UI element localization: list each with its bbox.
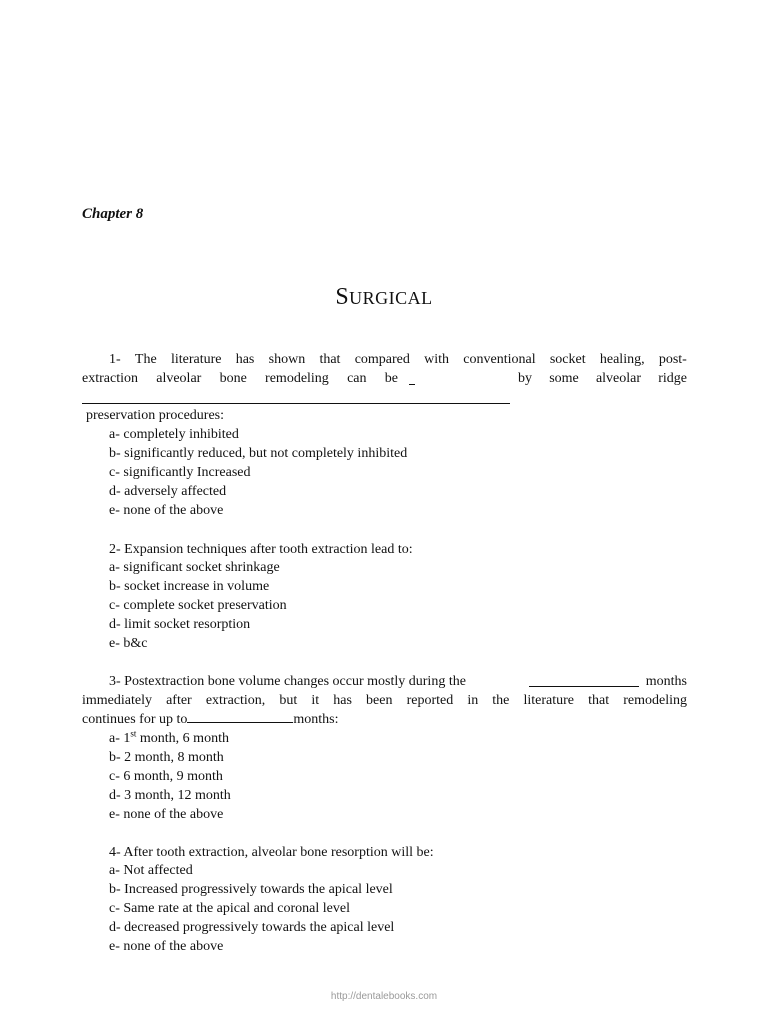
chapter-label: Chapter 8 <box>82 206 144 222</box>
q1-line2-left-word: extraction <box>82 371 138 386</box>
q1-blank-short <box>409 372 415 385</box>
q3-line2-word: the <box>492 693 510 708</box>
q1-line3: preservation procedures: <box>86 408 224 423</box>
q1-line1 <box>82 350 687 369</box>
q1-line2-left <box>82 369 398 388</box>
q1-line2-right-word: some <box>549 371 579 386</box>
q4-option: e- none of the above <box>109 939 224 954</box>
q3-line2-word: reported <box>406 693 454 708</box>
q3-option-a-sup: st <box>130 728 137 739</box>
q3-line2-word: that <box>588 693 610 708</box>
footer-url: http://dentalebooks.com <box>330 991 438 1002</box>
q4-option: d- decreased progressively towards the apical level <box>109 920 395 935</box>
q3-line2-word: after <box>166 693 192 708</box>
q3-line2-word: been <box>366 693 393 708</box>
q2-option: b- socket increase in volume <box>109 579 270 594</box>
q3-line1-text: 3- Postextraction bone volume changes occur mostly during the <box>109 674 466 689</box>
q1-line2-right-word: by <box>518 371 532 386</box>
q4-option: a- Not affected <box>109 863 193 878</box>
q3-line2 <box>82 691 687 710</box>
q2-option: c- complete socket preservation <box>109 598 287 613</box>
q2-option: a- significant socket shrinkage <box>109 560 280 575</box>
q3-blank-2 <box>187 710 293 723</box>
q1-line2-right <box>518 369 687 388</box>
q3-option-a-suffix: month, 6 month <box>136 731 229 746</box>
q1-line1-word: literature <box>170 352 222 367</box>
q3-option: e- none of the above <box>109 807 224 822</box>
q1-line1-word: with <box>424 352 450 367</box>
page-title <box>0 284 768 311</box>
q3-line2-word: literature <box>523 693 575 708</box>
q2-stem: 2- Expansion techniques after tooth extraction lead to: <box>109 542 413 557</box>
q1-line2-left-word: be <box>384 371 398 386</box>
q1-line1-word: compared <box>354 352 410 367</box>
q1-line1-word: The <box>134 352 157 367</box>
q1-option: e- none of the above <box>109 503 224 518</box>
q1-line1-word: socket <box>549 352 586 367</box>
q1-blank-line <box>82 403 510 404</box>
q4-option: b- Increased progressively towards the apical level <box>109 882 393 897</box>
q1-line2-left-word: bone <box>219 371 247 386</box>
q3-line2-word: extraction, <box>205 693 266 708</box>
q1-line2-left-word: remodeling <box>265 371 329 386</box>
q3-line2-word: immediately <box>82 693 152 708</box>
q3-option-a-prefix: a- 1 <box>109 731 131 746</box>
q1-line2-right-word: ridge <box>658 371 687 386</box>
title-rest: URGICAL <box>349 288 433 308</box>
q2-option: e- b&c <box>109 636 148 651</box>
q4-stem: 4- After tooth extraction, alveolar bone resorption will be: <box>109 845 434 860</box>
q1-line1-word: healing, <box>599 352 645 367</box>
title-first-letter: S <box>335 284 350 310</box>
q3-line3 <box>82 710 339 729</box>
q1-line2-right-word: alveolar <box>595 371 642 386</box>
q3-line3-end: months: <box>293 712 339 727</box>
q3-blank-1 <box>529 674 639 687</box>
q1-line1-word: has <box>235 352 255 367</box>
q3-line3-text: continues for up to <box>82 712 188 727</box>
q4-option: c- Same rate at the apical and coronal level <box>109 901 350 916</box>
q3-option: b- 2 month, 8 month <box>109 750 224 765</box>
q3-option: d- 3 month, 12 month <box>109 788 231 803</box>
q3-line2-word: it <box>311 693 320 708</box>
q1-line1-word: shown <box>268 352 306 367</box>
q2-option: d- limit socket resorption <box>109 617 251 632</box>
q1-line2-left-word: alveolar <box>156 371 202 386</box>
q3-option: c- 6 month, 9 month <box>109 769 223 784</box>
q1-option: a- completely inhibited <box>109 427 239 442</box>
q1-line1-word: post- <box>658 352 687 367</box>
q3-line2-word: but <box>279 693 298 708</box>
q3-line2-word: in <box>467 693 479 708</box>
q3-line2-word: has <box>333 693 352 708</box>
q3-option-a <box>109 729 229 748</box>
q1-option: c- significantly Increased <box>109 465 251 480</box>
q1-line1-word: 1- <box>109 352 121 367</box>
q1-line2-left-word: can <box>347 371 367 386</box>
q1-line1-word: that <box>319 352 341 367</box>
q3-line2-word: remodeling <box>623 693 687 708</box>
q1-line1-word: conventional <box>463 352 536 367</box>
q3-line1-end: months <box>645 674 687 689</box>
q1-option: d- adversely affected <box>109 484 227 499</box>
q1-option: b- significantly reduced, but not completely inhibited <box>109 446 408 461</box>
